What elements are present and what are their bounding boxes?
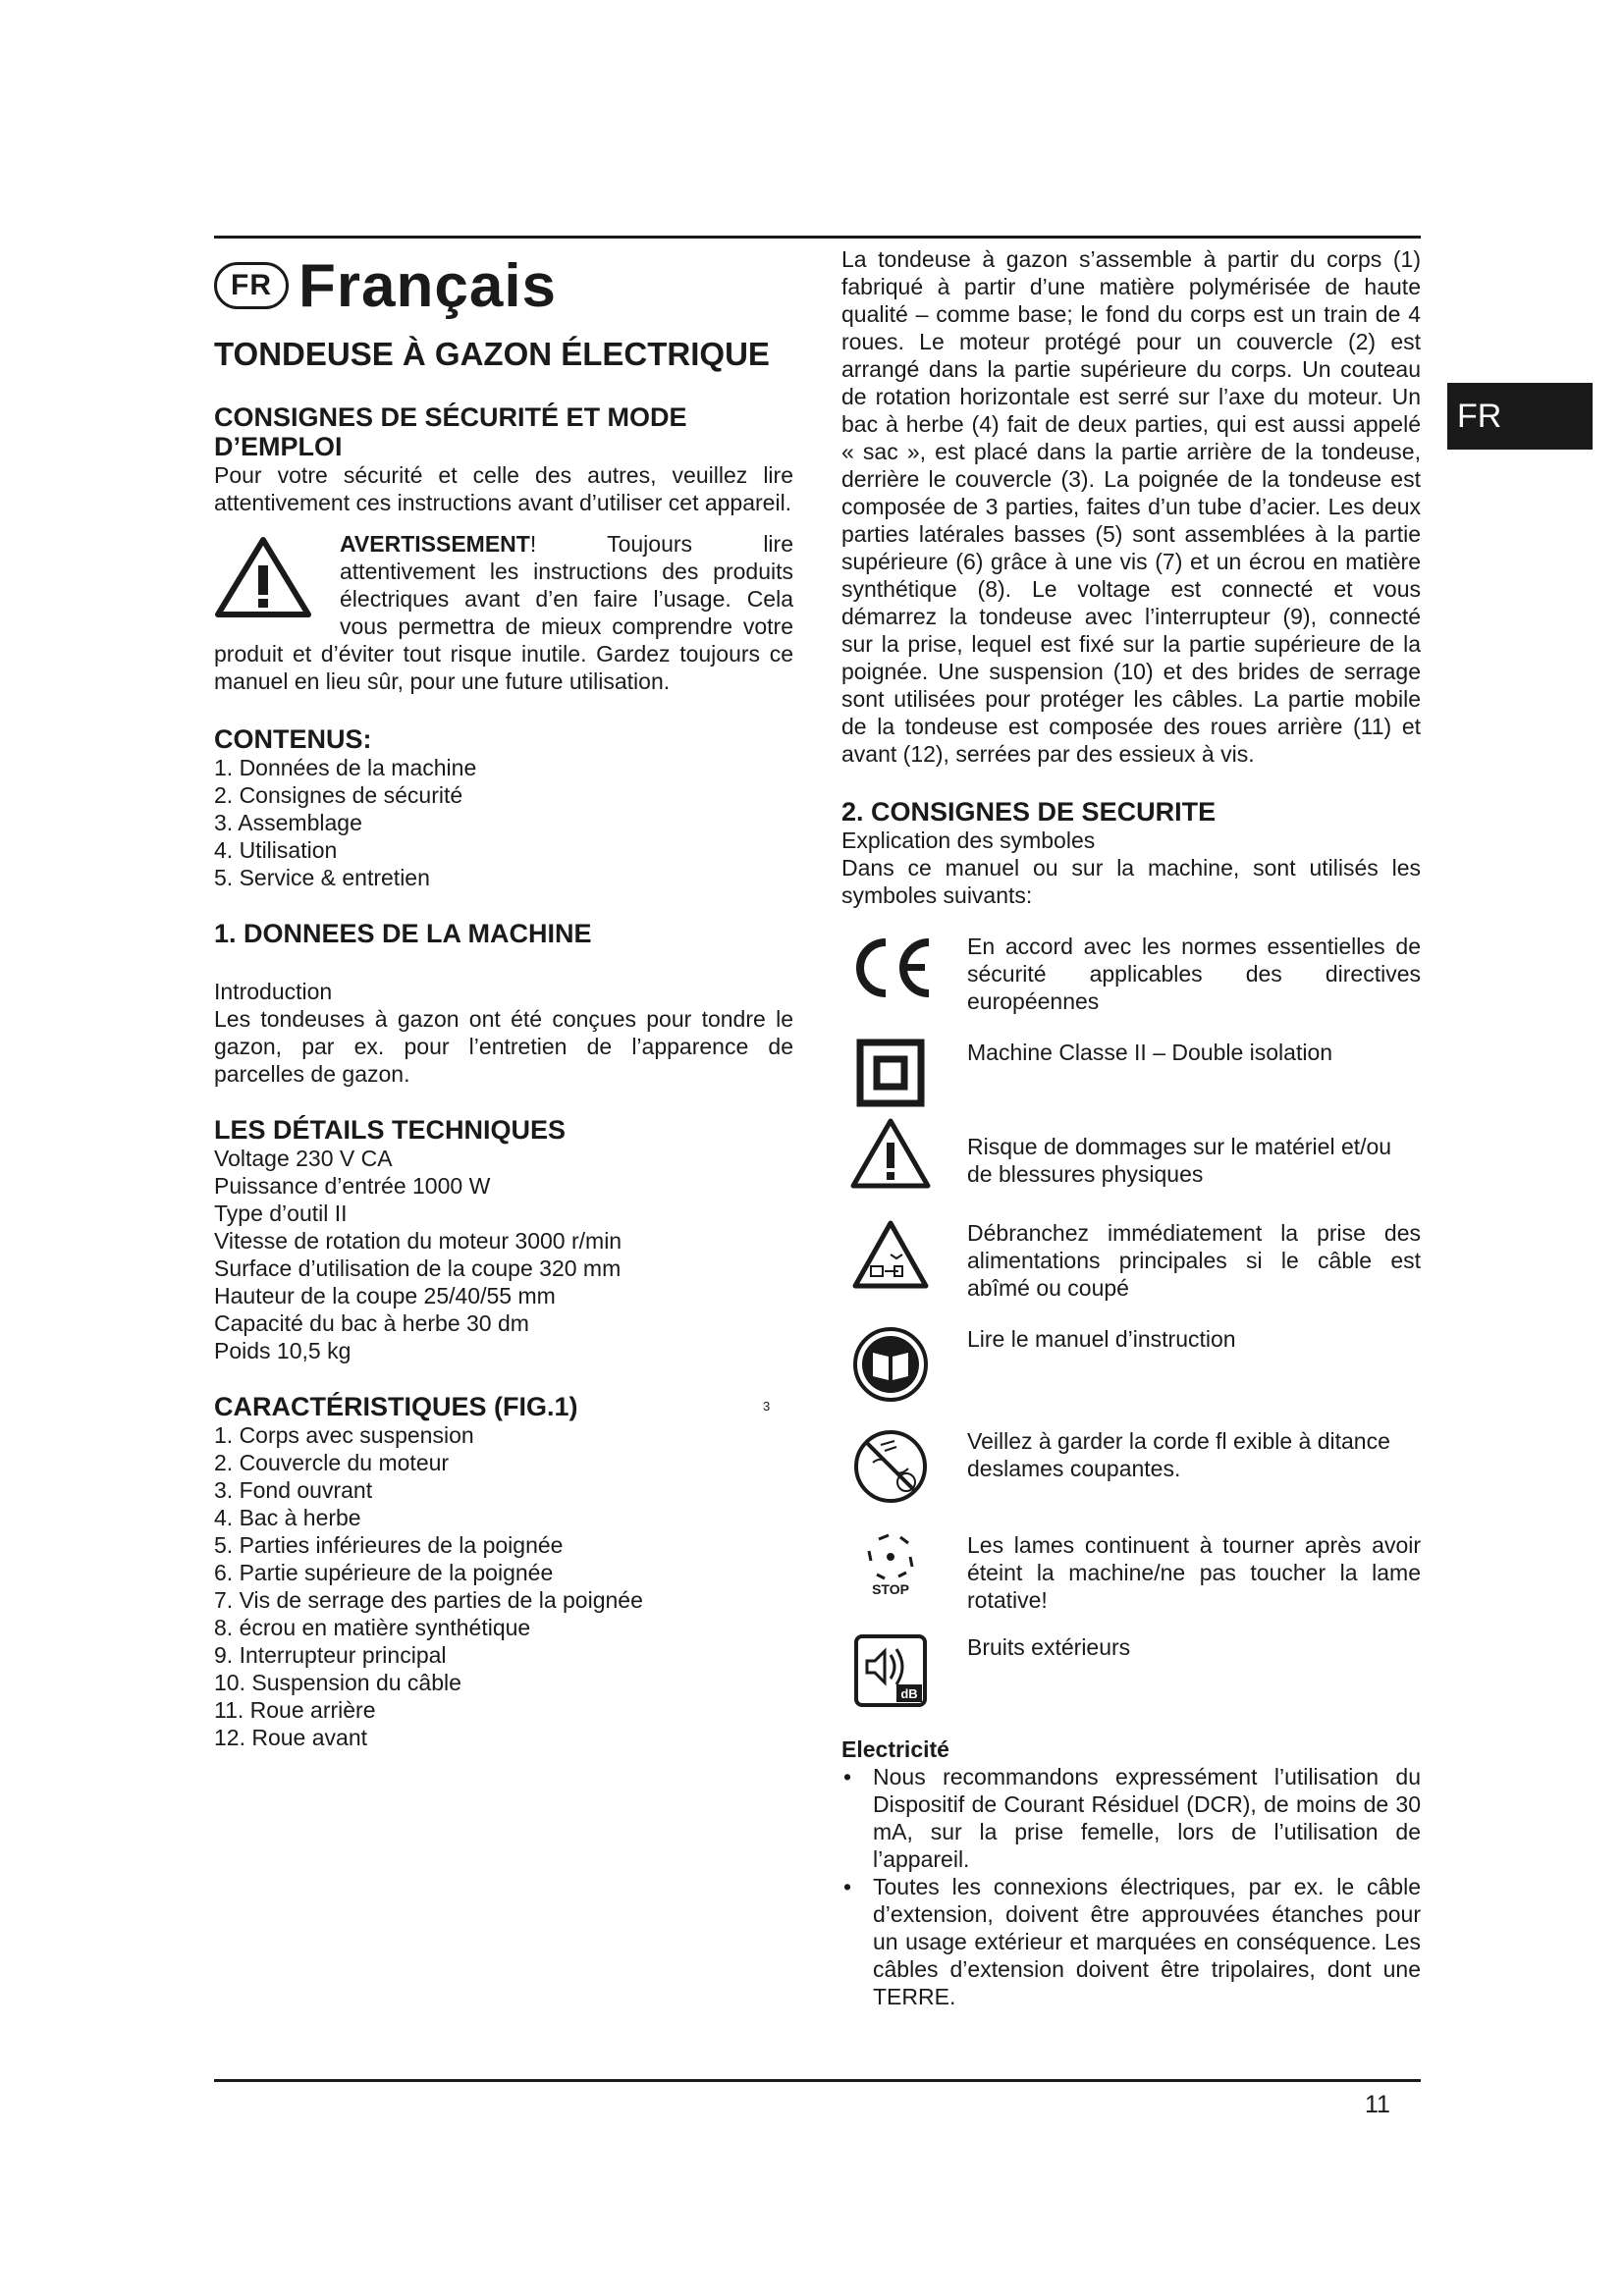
symbol-text: Les lames continuent à tourner après avoir éteint la machine/ne pas toucher la lame rotative! (967, 1532, 1421, 1613)
warning-block (214, 530, 793, 695)
list-item: 3. Fond ouvrant (214, 1477, 373, 1503)
introduction-label: Introduction (214, 979, 333, 1004)
symbols-intro: Dans ce manuel ou sur la machine, sont utilisés les symboles suivants: (841, 855, 1421, 908)
electricity-heading: Electricité (841, 1736, 949, 1762)
symbol-text: Débranchez immédiatement la prise des alimentations principales si le câble est abîmé ou coupé (967, 1220, 1421, 1301)
blade-rotation-stop-icon (861, 1531, 920, 1582)
symbol-row (841, 1219, 1421, 1302)
machine-description: La tondeuse à gazon s’assemble à partir du corps (1) fabriqué à partir d’une matière polymérisée de haute qualité – comme base; le fond du corps est un train de 4 roues. Le moteur protégé pour un couvercle (2) est arrangé dans la partie supérieure du corps. Un couteau de rotation horizontale est serré sur l’axe du moteur. Un bac à herbe (4) fait de deux parties, qui est aussi appelé « sac », est placé dans la partie arrière de la tondeuse, derrière le couvercle (3). La poignée de la tondeuse est composée de 3 parties, faites d’un tube d’acier. Les deux parties latérales basses (5) sont assemblées à la partie supérieure (6) grâce à une vis (7) et un écrou en matière synthétique (8). Le voltage est connecté et vous démarrez la tondeuse avec l’interrupteur (9), connecté sur la prise, lequel est fixé sur la partie supérieure de la poignée. Une suspension (10) et des brides de serrage sont utilisées pour protéger les câbles. La partie mobile de la tondeuse est composée des roues arrière (11) et avant (12), serrées par des essieux à vis. (841, 246, 1421, 767)
product-title: TONDEUSE À GAZON ÉLECTRIQUE (214, 336, 770, 372)
warning-label: AVERTISSEMENT (340, 531, 530, 557)
spec-line: Type d’outil II (214, 1201, 348, 1226)
spec-line: Puissance d’entrée 1000 W (214, 1173, 491, 1199)
symbol-row (841, 1117, 1421, 1190)
symbol-row (841, 1427, 1421, 1506)
list-item: 3. Assemblage (214, 810, 362, 835)
language-tab: FR (1447, 383, 1593, 450)
top-rule (214, 236, 1421, 239)
double-insulation-icon (856, 1039, 925, 1107)
safety-intro: Pour votre sécurité et celle des autres, veuillez lire attentivement ces instructions avant d’utiliser cet appareil. (214, 462, 793, 515)
list-item: • Toutes les connexions électriques, par ex. le câble d’extension, doivent être approuvées étanches pour un usage extérieur et marquées en conséquence. Les câbles d’extension doivent être tripolaires, dont une TERRE. (841, 1873, 1421, 2010)
language-badge: FR (214, 262, 289, 309)
spec-line: Poids 10,5 kg (214, 1338, 352, 1363)
list-item: 9. Interrupteur principal (214, 1642, 447, 1668)
left-column (214, 245, 793, 1751)
features-heading: CARACTÉRISTIQUES (FIG.1) (214, 1392, 578, 1421)
list-item: 2. Consignes de sécurité (214, 782, 463, 808)
list-item: 8. écrou en matière synthétique (214, 1615, 531, 1640)
list-item: • Nous recommandons expressément l’utilisation du Dispositif de Courant Résiduel (DCR), de moins de 30 mA, sur la prise femelle, lors de l’utilisation de l’appareil. (841, 1763, 1421, 1873)
keep-cord-away-icon (851, 1427, 930, 1506)
safety-heading: 2. CONSIGNES DE SECURITE (841, 797, 1217, 827)
spec-line: Voltage 230 V CA (214, 1146, 393, 1171)
symbol-text: Veillez à garder la corde fl exible à ditance deslames coupantes. (967, 1428, 1390, 1481)
warning-text: ! Toujours lire attentivement les instructions des produits électriques avant d’en faire l’usage. Cela vous permettra de mieux comprendre votre produit et d’éviter tout risque inutile. Gardez toujours ce manuel en lieu sûr, pour une future utilisation. (214, 531, 793, 694)
spec-line: Surface d’utilisation de la coupe 320 mm (214, 1255, 622, 1281)
technical-details-heading: LES DÉTAILS TECHNIQUES (214, 1115, 567, 1145)
right-column (841, 245, 1421, 2010)
list-item: 5. Parties inférieures de la poignée (214, 1532, 564, 1558)
language-heading (214, 245, 793, 326)
list-item: 1. Corps avec suspension (214, 1422, 474, 1448)
spec-line: Hauteur de la coupe 25/40/55 mm (214, 1283, 556, 1308)
introduction-text: Les tondeuses à gazon ont été conçues pour tondre le gazon, par ex. pour l’entretien de l’apparence de parcelles de gazon. (214, 1006, 793, 1087)
contents-heading: CONTENUS: (214, 724, 372, 754)
safety-instructions-heading: CONSIGNES DE SÉCURITÉ ET MODE D’EMPLOI (214, 402, 687, 461)
unplug-warning-icon (851, 1219, 930, 1290)
warning-triangle-icon (214, 536, 312, 618)
machine-data-heading: 1. DONNEES DE LA MACHINE (214, 919, 592, 948)
features-list (214, 1421, 793, 1751)
symbol-text: Lire le manuel d’instruction (967, 1326, 1236, 1352)
contents-list (214, 754, 793, 891)
list-item: 4. Bac à herbe (214, 1505, 361, 1530)
symbol-row (841, 933, 1421, 1015)
electricity-list (841, 1763, 1421, 2010)
page-number: 11 (1365, 2091, 1390, 2118)
stop-label: STOP (872, 1581, 909, 1597)
symbol-row (841, 1325, 1421, 1404)
symbol-text: Risque de dommages sur le matériel et/ou de blessures physiques (967, 1134, 1392, 1187)
list-item: 5. Service & entretien (214, 865, 430, 890)
list-item: 6. Partie supérieure de la poignée (214, 1560, 554, 1585)
symbol-row (841, 1039, 1421, 1107)
symbol-text: Bruits extérieurs (967, 1634, 1131, 1660)
symbol-text: En accord avec les normes essentielles de sécurité applicables des directives européennes (967, 934, 1421, 1014)
language-title: Français (298, 251, 558, 320)
stray-mark: 3 (763, 1399, 771, 1414)
db-label: dB (900, 1686, 918, 1701)
symbol-text: Machine Classe II – Double isolation (967, 1040, 1333, 1065)
list-item: 4. Utilisation (214, 837, 338, 863)
spec-line: Capacité du bac à herbe 30 dm (214, 1310, 529, 1336)
read-manual-icon (851, 1325, 930, 1404)
symbol-row (841, 1531, 1421, 1614)
list-item: 2. Couvercle du moteur (214, 1450, 450, 1475)
ce-mark-icon (846, 933, 935, 1001)
technical-details-list (214, 1145, 793, 1364)
list-item: 10. Suspension du câble (214, 1670, 461, 1695)
list-item: 12. Roue avant (214, 1725, 368, 1750)
spec-line: Vitesse de rotation du moteur 3000 r/min (214, 1228, 623, 1254)
warning-triangle-icon (849, 1117, 932, 1190)
list-item: 11. Roue arrière (214, 1697, 376, 1723)
list-item: 7. Vis de serrage des parties de la poignée (214, 1587, 643, 1613)
list-item: 1. Données de la machine (214, 755, 477, 780)
symbols-label: Explication des symboles (841, 828, 1096, 853)
bottom-rule (214, 2079, 1421, 2082)
noise-db-icon (853, 1633, 928, 1708)
symbol-row (841, 1633, 1421, 1708)
